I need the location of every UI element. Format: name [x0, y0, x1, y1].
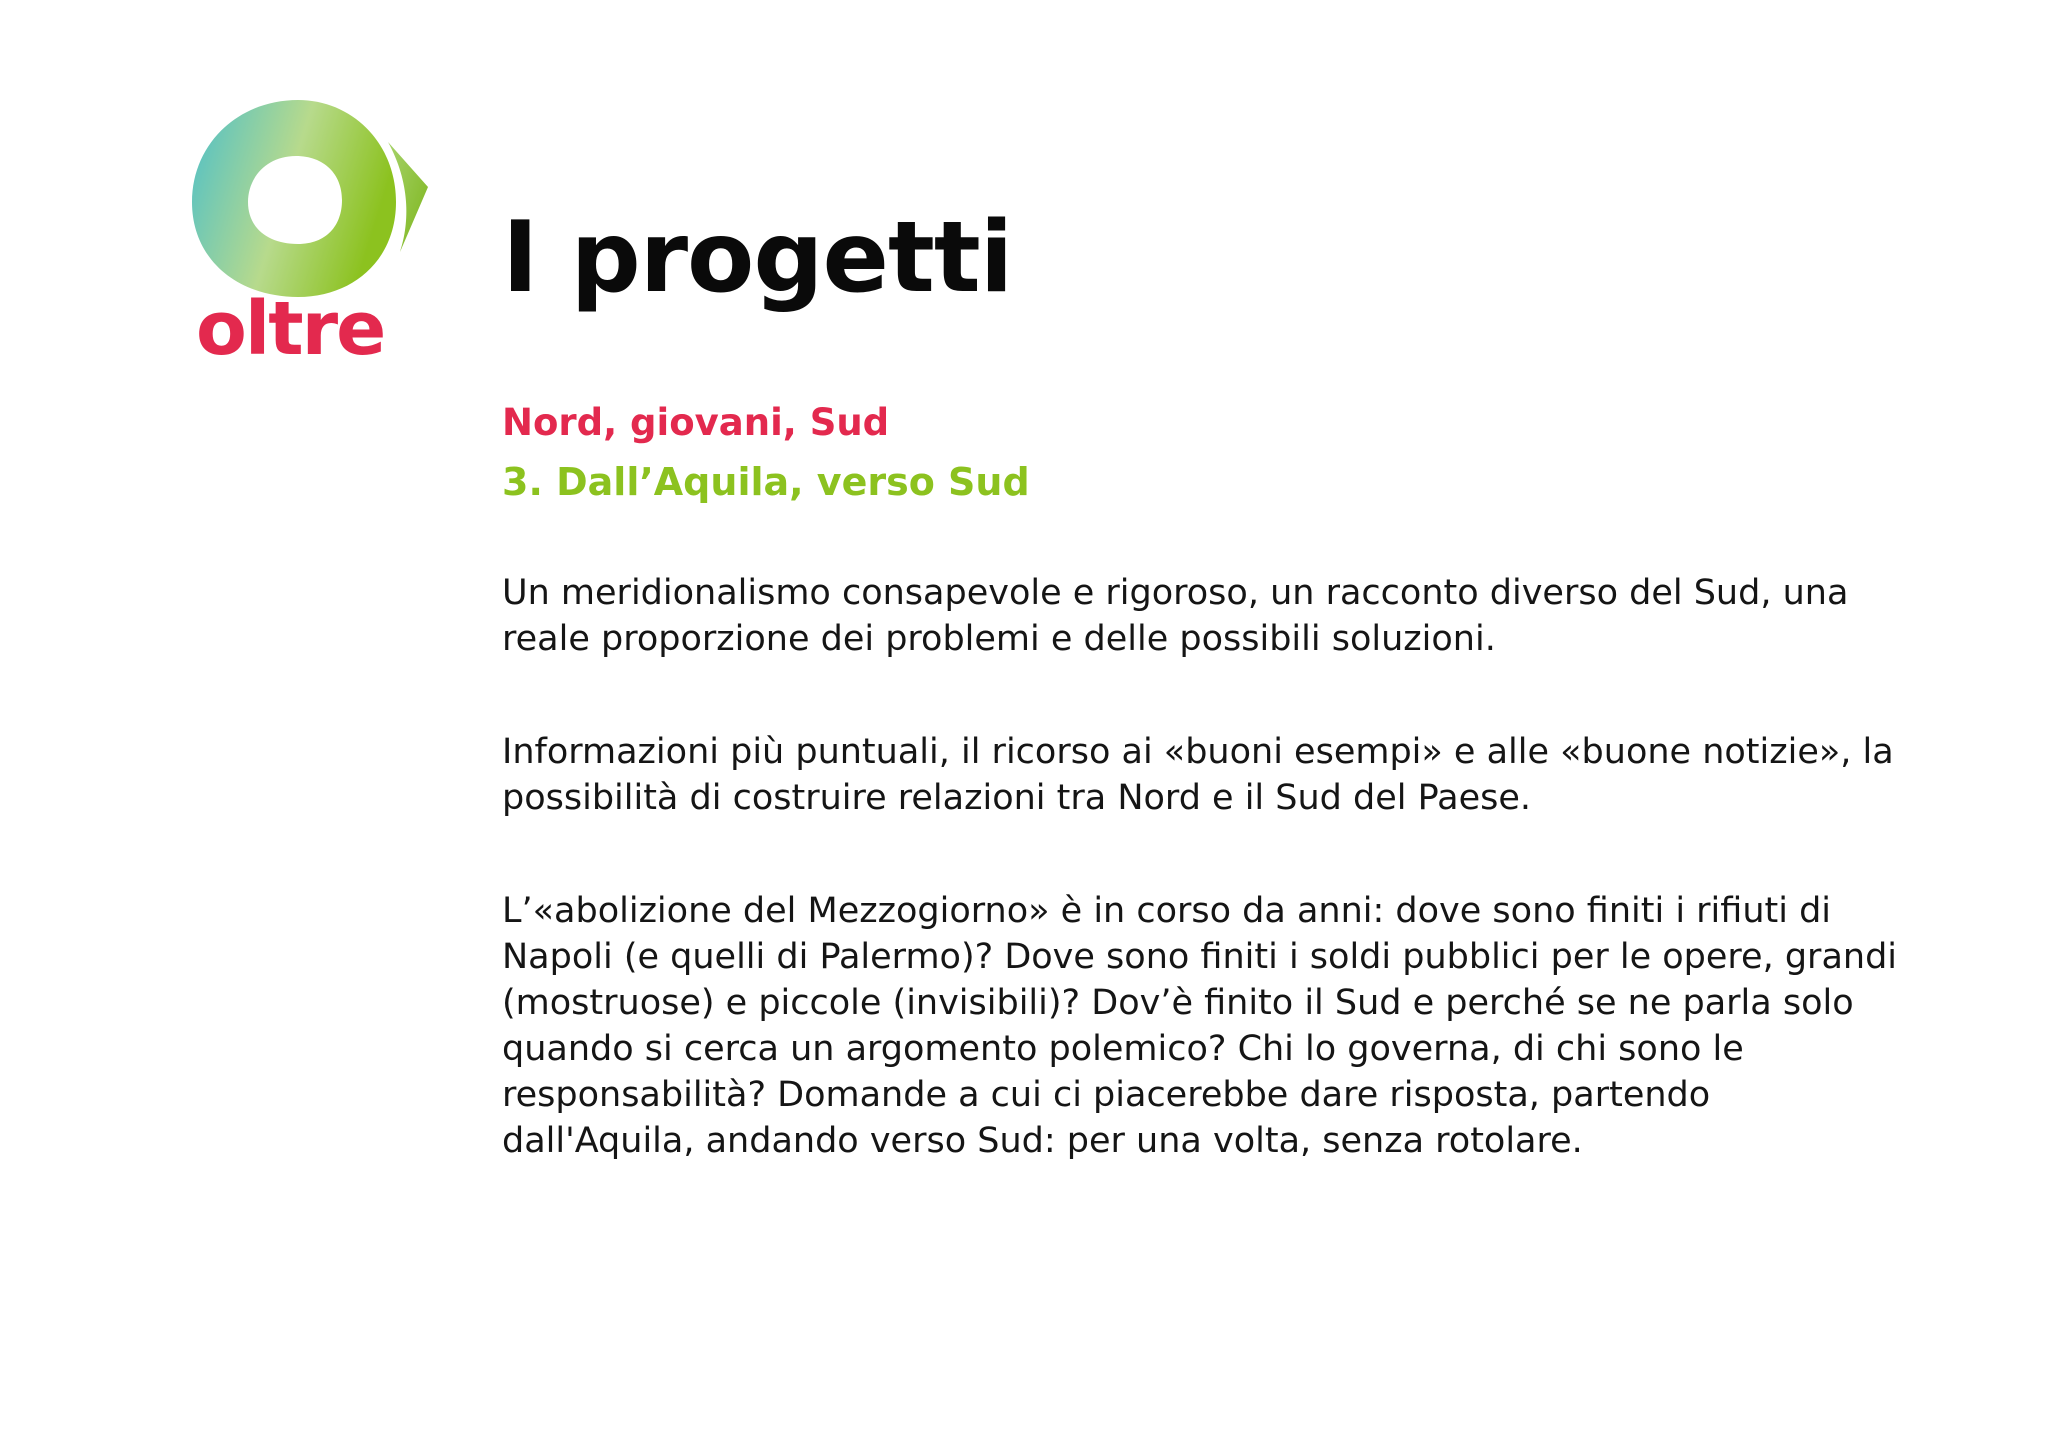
logo-wordmark: oltre — [196, 286, 385, 372]
section-label: Nord, giovani, Sud — [502, 401, 890, 444]
page-title: I progetti — [502, 201, 1013, 315]
slide-subtitle: 3. Dall’Aquila, verso Sud — [502, 460, 1030, 504]
ring-shape — [192, 100, 396, 297]
oltre-logo — [188, 92, 448, 372]
body-paragraph-2: Informazioni più puntuali, il ricorso ai «buoni esempi» e alle «buone notizie», la possibilità di costruire relazioni tra Nord e il Sud del Paese. — [502, 732, 1894, 818]
body-paragraph-3: L’«abolizione del Mezzogiorno» è in corso da anni: dove sono finiti i rifiuti di Napoli (e quelli di Palermo)? Dove sono finiti i soldi pubblici per le opere, grandi (mostruose) e piccole (invisibili)? Dov’è finito il Sud e perché se ne parla solo quando si cerca un argomento polemico? Chi lo governa, di chi sono le responsabilità? Domande a cui ci piacerebbe dare risposta, partendo dall'Aquila, andando verso Sud: per una volta, senza rotolare. — [502, 891, 1898, 1161]
body-paragraph-1: Un meridionalismo consapevole e rigoroso, un racconto diverso del Sud, una reale proporzione dei problemi e delle possibili soluzioni. — [502, 573, 1849, 659]
oltre-logo-graphic — [188, 92, 448, 372]
